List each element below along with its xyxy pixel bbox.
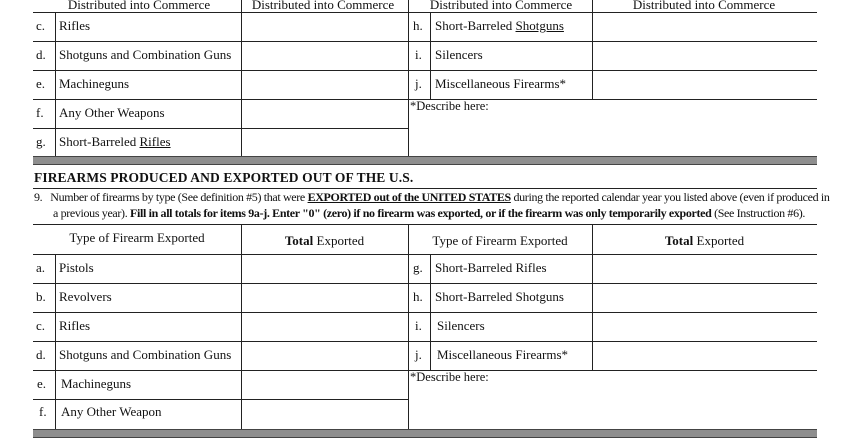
item-label-misc-firearms: Miscellaneous Firearms* (435, 76, 567, 91)
item-letter: c. (36, 318, 46, 333)
item-label-misc-firearms: Miscellaneous Firearms* (437, 347, 569, 362)
item-label-short-barreled-shotguns: Short-Barreled Shotguns (435, 18, 564, 33)
item-label-revolvers: Revolvers (59, 289, 112, 304)
item-letter: i. (415, 318, 422, 333)
item-label-shotguns: Shotguns and Combination Guns (59, 347, 232, 362)
item-label-any-other-weapons: Any Other Weapons (59, 105, 165, 120)
item-letter: g. (36, 134, 46, 149)
item-letter: h. (413, 289, 423, 304)
col-header-total-exported-left: Total Exported (284, 233, 365, 248)
distributed-short-barreled-rifles-field[interactable] (242, 129, 408, 156)
col-header-type-exported-right: Type of Firearm Exported (432, 233, 568, 248)
item-letter: h. (413, 18, 423, 33)
item-label-silencers: Silencers (435, 47, 483, 62)
item-letter: f. (39, 404, 47, 419)
item-letter: i. (415, 47, 422, 62)
item-letter: d. (36, 347, 46, 362)
col-header-total-right: Distributed into Commerce (632, 0, 776, 12)
item-label-machineguns: Machineguns (59, 76, 130, 91)
item-letter: a. (36, 260, 46, 275)
item-label-rifles: Rifles (59, 18, 91, 33)
section-separator (33, 156, 817, 165)
exported-machineguns-field[interactable] (242, 371, 408, 399)
item-label-short-barreled-rifles: Short-Barreled Rifles (435, 260, 547, 275)
col-header-type-exported-left: Type of Firearm Exported (69, 230, 205, 245)
distributed-machineguns-field[interactable] (242, 71, 408, 99)
item-label-silencers: Silencers (437, 318, 485, 333)
exported-shotguns-field[interactable] (242, 342, 408, 370)
exported-short-barreled-rifles-field[interactable] (593, 255, 817, 283)
item-letter: e. (37, 376, 47, 391)
distributed-shotguns-field[interactable] (242, 42, 408, 70)
describe-misc-distributed-field[interactable] (409, 100, 817, 156)
question-number: 9. (34, 190, 43, 204)
item-letter: j. (415, 76, 422, 91)
col-header-type-right: Distributed into Commerce (429, 0, 573, 12)
item-label-short-barreled-shotguns: Short-Barreled Shotguns (435, 289, 564, 304)
col-header-total-exported-right: Total Exported (664, 233, 745, 248)
item-label-machineguns: Machineguns (61, 376, 132, 391)
item-label-shotguns: Shotguns and Combination Guns (59, 47, 232, 62)
col-header-total-left: Distributed into Commerce (251, 0, 395, 12)
exported-silencers-field[interactable] (593, 313, 817, 341)
item-letter: e. (36, 76, 46, 91)
col-header-type-left: Distributed into Commerce (67, 0, 211, 12)
exported-revolvers-field[interactable] (242, 284, 408, 312)
item-letter: f. (36, 105, 44, 120)
item-label-pistols: Pistols (59, 260, 94, 275)
item-letter: d. (36, 47, 46, 62)
exported-misc-firearms-field[interactable] (593, 342, 817, 370)
section-title: FIREARMS PRODUCED AND EXPORTED OUT OF THE U.S. (34, 170, 414, 185)
describe-misc-exported-field[interactable] (409, 371, 817, 429)
item-label-any-other-weapon: Any Other Weapon (61, 404, 162, 419)
item-label-rifles: Rifles (59, 318, 91, 333)
describe-label: *Describe here: (410, 370, 489, 384)
exported-short-barreled-shotguns-field[interactable] (593, 284, 817, 312)
exported-pistols-field[interactable] (242, 255, 408, 283)
distributed-any-other-weapons-field[interactable] (242, 100, 408, 128)
distributed-misc-firearms-field[interactable] (593, 71, 817, 99)
bottom-separator (33, 429, 817, 438)
distributed-short-barreled-shotguns-field[interactable] (593, 13, 817, 41)
question-9-text: 9. Number of firearms by type (See definition #5) that were EXPORTED out of the UNITED STATES during the reported calendar year you listed above (even if produced in a previous year). Fill in all totals for items 9a-j. Enter "0" (zero) if no firearm was exported, or if the firearm was only temporarily exported (See Instruction #6). (34, 190, 830, 220)
item-letter: j. (415, 347, 422, 362)
exported-rifles-field[interactable] (242, 313, 408, 341)
item-letter: c. (36, 18, 46, 33)
describe-label: *Describe here: (410, 99, 489, 113)
item-letter: b. (36, 289, 46, 304)
item-label-short-barreled-rifles: Short-Barreled Rifles (59, 134, 171, 149)
item-letter: g. (413, 260, 423, 275)
exported-any-other-weapon-field[interactable] (242, 400, 408, 429)
distributed-silencers-field[interactable] (593, 42, 817, 70)
distributed-rifles-field[interactable] (242, 13, 408, 41)
